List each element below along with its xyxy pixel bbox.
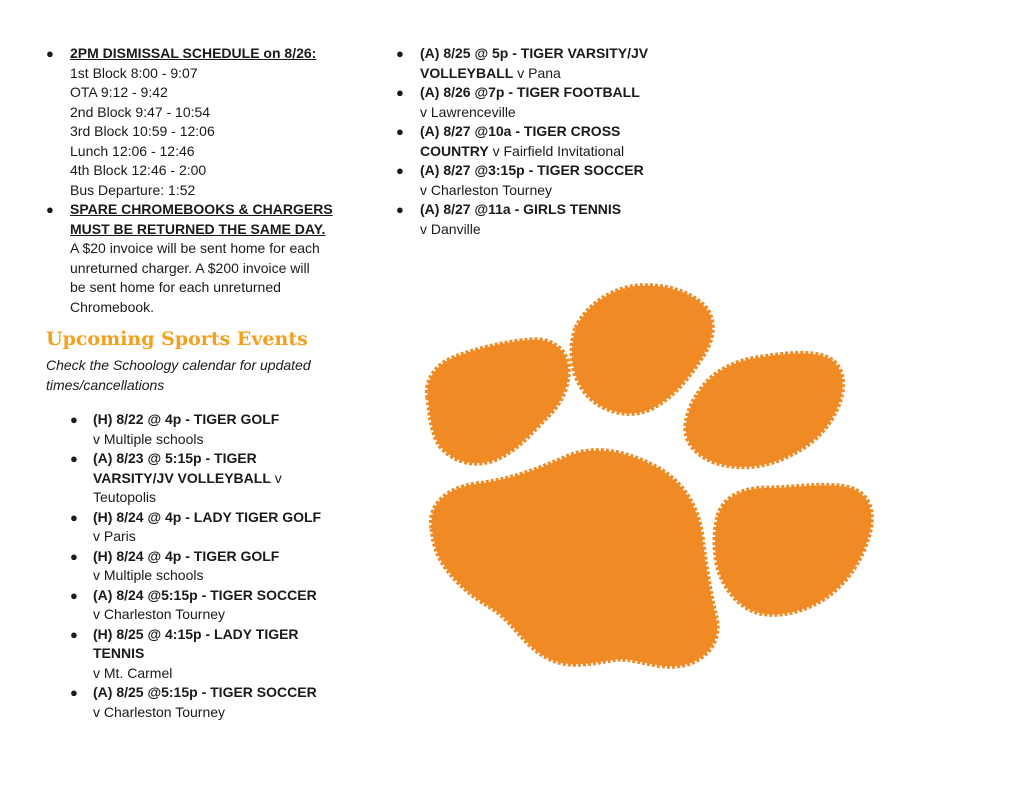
chromebook-note: be sent home for each unreturned [70,279,281,295]
event-title: (A) 8/26 @7p - TIGER FOOTBALL [420,84,640,100]
bullet-icon: ● [70,587,78,603]
chromebook-note: A $20 invoice will be sent home for each [70,240,320,256]
event-title-line [93,469,346,489]
event-title: (H) 8/24 @ 4p - TIGER GOLF [93,547,280,564]
subtitle-line: times/cancellations [46,376,165,393]
events-list-right [396,44,666,239]
event-title: VOLLEYBALL [420,64,514,81]
section-title: Upcoming Sports Events [46,328,308,350]
chromebook-note: unreturned charger. A $200 invoice will [70,259,310,276]
event-title: (A) 8/27 @11a - GIRLS TENNIS [420,201,622,217]
event-opponent: v Charleston Tourney [93,703,226,720]
event-title: TENNIS [93,645,145,661]
event-item [396,44,666,83]
schedule-line: 3rd Block 10:59 - 12:06 [70,123,215,139]
bullet-icon: ● [70,451,78,466]
event-item [396,161,666,200]
bullet-icon: ● [70,626,78,642]
bullet-icon: ● [46,46,54,61]
section-subtitle [46,356,346,395]
event-title-line [420,44,666,64]
event-opponent: v [270,469,282,486]
paw-toe-1 [427,340,568,463]
event-title: (A) 8/27 @3:15p - TIGER SOCCER [420,162,644,178]
event-title: (A) 8/25 @ 5p - TIGER VARSITY/JV [420,45,649,61]
event-item [70,586,346,625]
event-title-line [93,683,346,703]
event-title-line [93,586,346,606]
event-title-line [420,122,666,142]
event-opponent: v Lawrenceville [420,103,516,120]
event-opponent: v Mt. Carmel [93,664,173,681]
paw-toe-3 [686,353,843,466]
event-title-line [93,410,346,430]
event-opponent: v Charleston Tourney [93,606,226,622]
event-title: (H) 8/22 @ 4p - TIGER GOLF [93,411,280,427]
event-title-line [93,625,346,645]
event-item [396,122,666,161]
event-title-line [93,644,346,664]
event-title-line [93,449,346,469]
bullet-icon: ● [396,124,404,139]
events-list-left [46,410,346,722]
event-title: (A) 8/25 @5:15p - TIGER SOCCER [93,684,317,700]
event-opponent: v Charleston Tourney [420,181,553,198]
event-opponent: v Danville [420,220,481,237]
event-title-line [420,161,666,181]
bullet-icon: ● [396,202,404,217]
event-opponent: v Paris [93,528,136,544]
event-opponent: v Fairfield Invitational [488,142,625,159]
schedule-line: 2nd Block 9:47 - 10:54 [70,103,211,120]
event-item [70,547,346,586]
bullet-icon: ● [70,412,78,427]
event-item [70,449,346,508]
event-opponent: v Multiple schools [93,567,204,583]
bullet-icon: ● [396,163,404,178]
event-opponent: v Multiple schools [93,430,204,447]
dismissal-heading: 2PM DISMISSAL SCHEDULE on 8/26: [70,45,317,61]
event-item [70,508,346,547]
schedule-line: 4th Block 12:46 - 2:00 [70,162,207,178]
event-title-line [420,83,666,103]
chromebook-note: Chromebook. [70,298,155,315]
event-title: (H) 8/25 @ 4:15p - LADY TIGER [93,625,299,642]
event-item [70,683,346,722]
event-title: VARSITY/JV VOLLEYBALL [93,469,271,486]
event-item [70,410,346,449]
paw-toe-4 [715,485,871,614]
event-title: (A) 8/27 @10a - TIGER CROSS [420,123,621,139]
schedule-line: Bus Departure: 1:52 [70,181,196,198]
bullet-icon: ● [70,548,78,564]
paw-toe-2 [572,286,712,414]
bullet-icon: ● [396,46,404,61]
chromebook-item [46,200,346,317]
chromebook-heading: SPARE CHROMEBOOKS & CHARGERS [70,201,333,217]
dismissal-item [46,44,346,200]
left-column [46,44,346,722]
event-title: (A) 8/24 @5:15p - TIGER SOCCER [93,586,317,603]
announcement-list [46,44,346,317]
event-title-line [420,142,666,162]
bullet-icon: ● [70,509,78,525]
event-item [70,625,346,684]
bullet-icon: ● [46,202,54,217]
schedule-line: 1st Block 8:00 - 9:07 [70,64,198,81]
paw-pad-main [431,451,717,667]
subtitle-line: Check the Schoology calendar for updated [46,357,311,373]
event-opponent: Teutopolis [93,489,157,505]
schedule-line: Lunch 12:06 - 12:46 [70,142,195,159]
event-title-line [420,200,666,220]
event-item [396,83,666,122]
schedule-line: OTA 9:12 - 9:42 [70,84,168,100]
event-title-line [93,508,346,528]
event-title: (A) 8/23 @ 5:15p - TIGER [93,450,257,466]
chromebook-heading: MUST BE RETURNED THE SAME DAY. [70,220,326,237]
bullet-icon: ● [396,85,404,100]
event-item [396,200,666,239]
tiger-paw-icon [418,282,878,674]
event-title-line [93,547,346,567]
event-title-line [420,64,666,84]
right-column [396,44,666,239]
event-opponent: v Pana [513,64,561,81]
bullet-icon: ● [70,685,78,700]
event-title: (H) 8/24 @ 4p - LADY TIGER GOLF [93,508,322,525]
event-title: COUNTRY [420,142,489,159]
